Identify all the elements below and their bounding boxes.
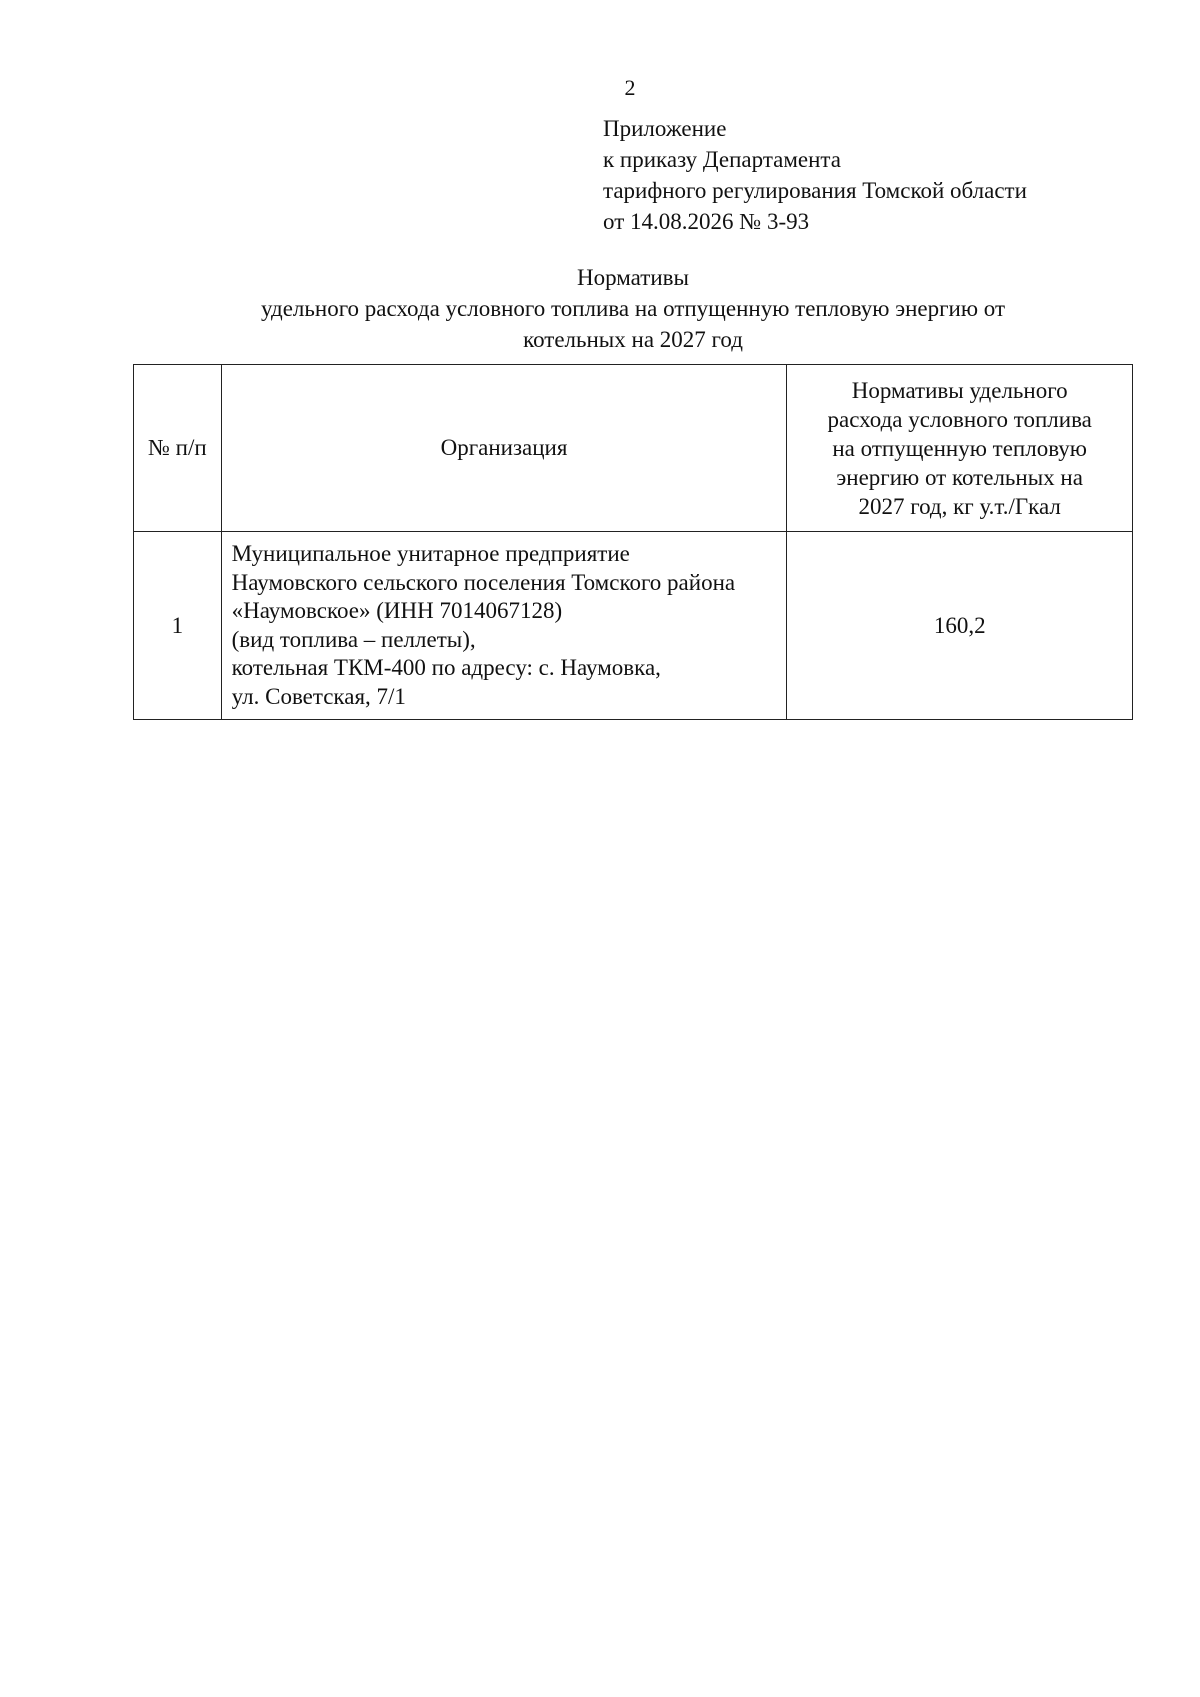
appendix-line: Приложение [603,116,727,141]
table-header-row [134,365,1133,532]
document-title [133,262,1133,355]
header-value-line: на отпущенную тепловую [832,435,1087,461]
row-num: 1 [134,532,222,720]
title-line: котельных на 2027 год [523,327,743,352]
row-organization [221,532,787,720]
appendix-line: тарифного регулирования Томской области [603,178,1027,203]
row-value: 160,2 [787,532,1133,720]
header-value-line: 2027 год, кг у.т./Гкал [858,493,1061,519]
header-num: № п/п [134,365,222,532]
header-value-line: расхода условного топлива [827,406,1092,432]
header-value [787,365,1133,532]
title-line: удельного расхода условного топлива на отпущенную тепловую энергию от [260,296,1006,321]
title-line: Нормативы [577,265,689,290]
header-organization: Организация [221,365,787,532]
organization-line: котельная ТКМ-400 по адресу: с. Наумовка, [231,655,661,680]
header-value-line: Нормативы удельного [851,377,1068,403]
organization-line: «Наумовское» (ИНН 7014067128) [231,598,563,623]
organization-line: Муниципальное унитарное предприятие [231,541,630,566]
norms-table [133,364,1133,720]
organization-line: (вид топлива – пеллеты), [231,626,476,652]
table-row [134,532,1133,720]
page-number: 2 [624,75,636,100]
appendix-line: к приказу Департамента [603,147,841,172]
appendix-header [603,113,1027,237]
header-value-line: энергию от котельных на [836,464,1083,490]
organization-line: ул. Советская, 7/1 [231,683,406,709]
appendix-line: от 14.08.2026 № 3-93 [603,209,810,234]
organization-line: Наумовского сельского поселения Томского района [231,569,736,595]
